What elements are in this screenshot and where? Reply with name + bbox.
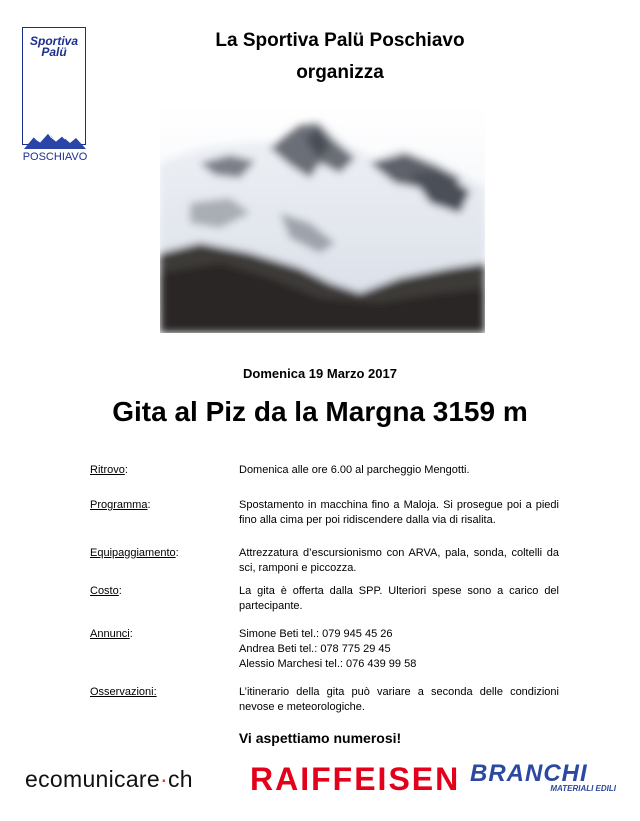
detail-label <box>90 685 235 700</box>
detail-label <box>90 546 235 561</box>
detail-label-suffix: : <box>129 628 133 640</box>
detail-label-suffix: : <box>175 547 179 559</box>
detail-value: Spostamento in macchina fino a Maloja. Si prosegue poi a piedi fino alla cima per poi ridiscendere dalla via di risalita. <box>239 499 559 526</box>
detail-value <box>239 627 559 672</box>
detail-label <box>90 463 235 478</box>
detail-label-text: Programma <box>90 499 148 511</box>
detail-label-suffix: : <box>147 499 151 511</box>
sponsor-branchi-name: BRANCHI <box>470 760 588 787</box>
event-title: Gita al Piz da la Margna 3159 m <box>112 396 528 427</box>
contact-line: Simone Beti tel.: 079 945 45 26 <box>239 628 393 640</box>
org-name: La Sportiva Palü Poschiavo <box>215 30 465 51</box>
logo-line-2: Palü <box>41 45 67 59</box>
logo-wordmark <box>24 36 84 58</box>
detail-label-text: Costo <box>90 585 119 597</box>
sponsor-ecomunicare-tld: ch <box>167 766 193 792</box>
event-date: Domenica 19 Marzo 2017 <box>243 366 397 381</box>
closing-line: Vi aspettiamo numerosi! <box>238 730 402 746</box>
detail-label <box>90 627 235 642</box>
detail-label-suffix: : <box>118 585 122 597</box>
sponsor-ecomunicare <box>25 766 193 793</box>
sponsor-raiffeisen: RAIFFEISEN <box>250 761 461 797</box>
contact-line: Andrea Beti tel.: 078 775 29 45 <box>239 643 391 655</box>
contact-line: Alessio Marchesi tel.: 076 439 99 58 <box>239 658 417 670</box>
sponsor-ecomunicare-name: ecomunicare <box>25 766 160 792</box>
mountain-logo-icon <box>24 131 86 149</box>
detail-value: Domenica alle ore 6.00 al parcheggio Mengotti. <box>239 464 470 476</box>
detail-label-suffix: : <box>124 464 128 476</box>
logo-town: POSCHIAVO <box>22 151 88 163</box>
detail-value: La gita è offerta dalla SPP. Ulteriori spese sono a carico del partecipante. <box>239 585 559 612</box>
detail-label-text: Osservazioni: <box>90 686 157 698</box>
logo-line-1: Sportiva <box>29 34 78 48</box>
detail-value: L’itinerario della gita può variare a seconda delle condizioni nevose e meteorologiche. <box>239 686 559 713</box>
detail-value: Attrezzatura d’escursionismo con ARVA, pala, sonda, coltelli da sci, ramponi e piccozza. <box>239 547 559 574</box>
detail-label <box>90 498 235 513</box>
detail-label-text: Ritrovo <box>90 464 125 476</box>
org-verb: organizza <box>296 62 384 83</box>
sponsor-ecomunicare-dot: · <box>159 766 168 792</box>
detail-label-text: Equipaggiamento <box>90 547 176 559</box>
detail-label-text: Annunci <box>90 628 130 640</box>
club-logo <box>22 27 88 167</box>
snowy-mountain-photo <box>160 103 485 333</box>
detail-label <box>90 584 235 599</box>
sponsor-branchi <box>470 760 616 793</box>
sponsor-branchi-tagline: MATERIALI EDILI <box>550 784 616 793</box>
